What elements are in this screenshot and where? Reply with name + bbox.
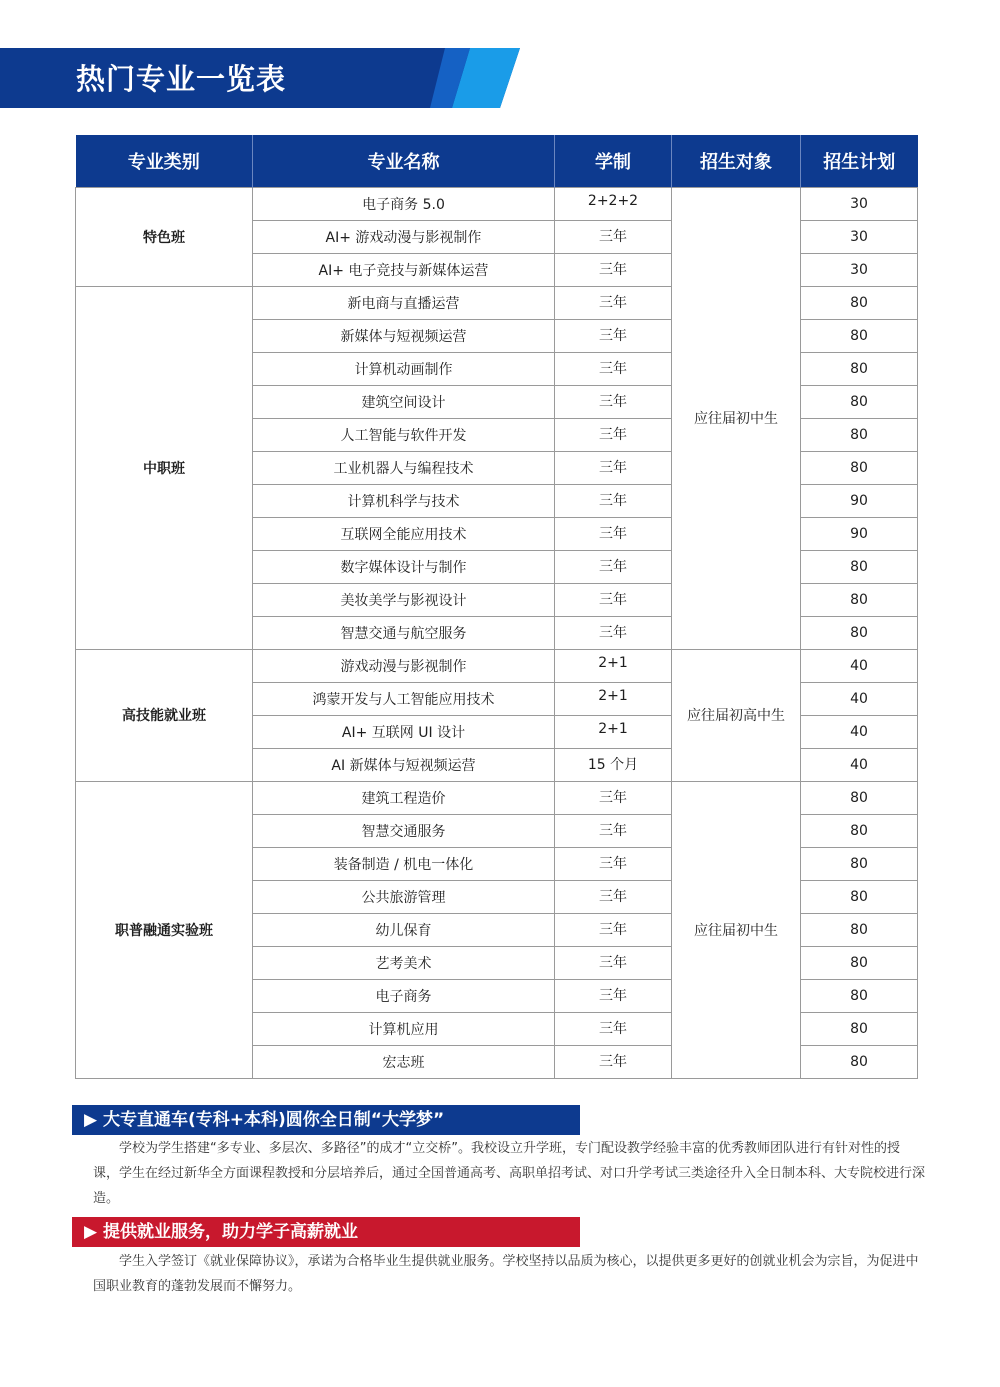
duration-cell: 三年 <box>555 418 672 451</box>
plan-cell: 40 <box>801 748 918 781</box>
section-2-body: 学生入学签订《就业保障协议》，承诺为合格毕业生提供就业服务。学校坚持以品质为核心，以提供更多更好的创就业机会为宗旨，为促进中国职业教育的蓬勃发展而不懈努力。 <box>93 1254 919 1294</box>
plan-cell: 80 <box>801 616 918 649</box>
plan-cell: 80 <box>801 946 918 979</box>
plan-cell: 80 <box>801 583 918 616</box>
major-name-cell: 计算机应用 <box>253 1012 555 1045</box>
duration-cell: 三年 <box>555 352 672 385</box>
duration-cell: 三年 <box>555 1012 672 1045</box>
plan-cell: 80 <box>801 418 918 451</box>
table-header-row <box>76 135 918 187</box>
duration-cell: 2+1 <box>555 682 672 715</box>
plan-cell: 80 <box>801 385 918 418</box>
plan-cell: 80 <box>801 451 918 484</box>
major-name-cell: 数字媒体设计与制作 <box>253 550 555 583</box>
duration-cell: 2+1 <box>555 715 672 748</box>
duration-cell: 三年 <box>555 286 672 319</box>
major-name-cell: 幼儿保育 <box>253 913 555 946</box>
section-1-title: ▶ 大专直通车(专科+本科)圆你全日制“大学梦” <box>84 1110 445 1130</box>
table-row <box>76 781 918 814</box>
duration-cell: 三年 <box>555 979 672 1012</box>
major-name-cell: 电子商务 <box>253 979 555 1012</box>
duration-cell: 三年 <box>555 847 672 880</box>
duration-cell: 三年 <box>555 946 672 979</box>
plan-cell: 80 <box>801 847 918 880</box>
major-name-cell: 工业机器人与编程技术 <box>253 451 555 484</box>
major-name-cell: AI+ 互联网 UI 设计 <box>253 715 555 748</box>
plan-cell: 80 <box>801 913 918 946</box>
duration-cell: 三年 <box>555 583 672 616</box>
section-2-title: ▶ 提供就业服务，助力学子高薪就业 <box>84 1222 358 1242</box>
plan-cell: 40 <box>801 682 918 715</box>
duration-cell: 2+2+2 <box>555 187 672 220</box>
plan-cell: 80 <box>801 286 918 319</box>
major-name-cell: 互联网全能应用技术 <box>253 517 555 550</box>
major-name-cell: 新电商与直播运营 <box>253 286 555 319</box>
duration-cell: 三年 <box>555 253 672 286</box>
plan-cell: 80 <box>801 814 918 847</box>
header-category: 专业类别 <box>76 135 253 187</box>
duration-cell: 三年 <box>555 484 672 517</box>
plan-cell: 30 <box>801 220 918 253</box>
duration-cell: 2+1 <box>555 649 672 682</box>
majors-table <box>75 135 918 1079</box>
duration-cell: 三年 <box>555 385 672 418</box>
plan-cell: 80 <box>801 550 918 583</box>
major-name-cell: 计算机动画制作 <box>253 352 555 385</box>
major-name-cell: 游戏动漫与影视制作 <box>253 649 555 682</box>
major-name-cell: 新媒体与短视频运营 <box>253 319 555 352</box>
plan-cell: 90 <box>801 484 918 517</box>
section-1-body: 学校为学生搭建“多专业、多层次、多路径”的成才“立交桥”。我校设立升学班，专门配设教学经验丰富的优秀教师团队进行有针对性的授课，学生在经过新华全方面课程教授和分层培养后，通过全国普通高考、高职单招考试、对口升学考试三类途径升入全日制本科、大专院校进行深造。 <box>93 1141 926 1206</box>
target-cell: 应往届初中生 <box>672 187 801 649</box>
duration-cell: 三年 <box>555 220 672 253</box>
plan-cell: 80 <box>801 1012 918 1045</box>
category-cell: 职普融通实验班 <box>76 781 253 1078</box>
category-cell: 高技能就业班 <box>76 649 253 781</box>
major-name-cell: 建筑工程造价 <box>253 781 555 814</box>
duration-cell: 三年 <box>555 616 672 649</box>
plan-cell: 80 <box>801 319 918 352</box>
header-plan: 招生计划 <box>801 135 918 187</box>
header-duration: 学制 <box>555 135 672 187</box>
major-name-cell: 美妆美学与影视设计 <box>253 583 555 616</box>
major-name-cell: 宏志班 <box>253 1045 555 1078</box>
plan-cell: 80 <box>801 352 918 385</box>
plan-cell: 80 <box>801 781 918 814</box>
major-name-cell: AI 新媒体与短视频运营 <box>253 748 555 781</box>
major-name-cell: 计算机科学与技术 <box>253 484 555 517</box>
category-cell: 中职班 <box>76 286 253 649</box>
major-name-cell: 建筑空间设计 <box>253 385 555 418</box>
duration-cell: 三年 <box>555 319 672 352</box>
duration-cell: 三年 <box>555 781 672 814</box>
duration-cell: 三年 <box>555 814 672 847</box>
plan-cell: 90 <box>801 517 918 550</box>
plan-cell: 80 <box>801 979 918 1012</box>
duration-cell: 15 个月 <box>555 748 672 781</box>
table-row <box>76 187 918 220</box>
duration-cell: 三年 <box>555 913 672 946</box>
major-name-cell: 智慧交通与航空服务 <box>253 616 555 649</box>
plan-cell: 80 <box>801 1045 918 1078</box>
duration-cell: 三年 <box>555 880 672 913</box>
category-cell: 特色班 <box>76 187 253 286</box>
major-name-cell: 人工智能与软件开发 <box>253 418 555 451</box>
plan-cell: 30 <box>801 187 918 220</box>
major-name-cell: 公共旅游管理 <box>253 880 555 913</box>
major-name-cell: 艺考美术 <box>253 946 555 979</box>
plan-cell: 30 <box>801 253 918 286</box>
header-target: 招生对象 <box>672 135 801 187</box>
plan-cell: 80 <box>801 880 918 913</box>
page-title: 热门专业一览表 <box>76 62 287 96</box>
duration-cell: 三年 <box>555 1045 672 1078</box>
major-name-cell: AI+ 游戏动漫与影视制作 <box>253 220 555 253</box>
target-cell: 应往届初中生 <box>672 781 801 1078</box>
major-name-cell: 鸿蒙开发与人工智能应用技术 <box>253 682 555 715</box>
table-row <box>76 649 918 682</box>
major-name-cell: 电子商务 5.0 <box>253 187 555 220</box>
duration-cell: 三年 <box>555 550 672 583</box>
major-name-cell: 装备制造 / 机电一体化 <box>253 847 555 880</box>
duration-cell: 三年 <box>555 517 672 550</box>
plan-cell: 40 <box>801 649 918 682</box>
target-cell: 应往届初高中生 <box>672 649 801 781</box>
plan-cell: 40 <box>801 715 918 748</box>
header-major-name: 专业名称 <box>253 135 555 187</box>
major-name-cell: AI+ 电子竞技与新媒体运营 <box>253 253 555 286</box>
duration-cell: 三年 <box>555 451 672 484</box>
major-name-cell: 智慧交通服务 <box>253 814 555 847</box>
